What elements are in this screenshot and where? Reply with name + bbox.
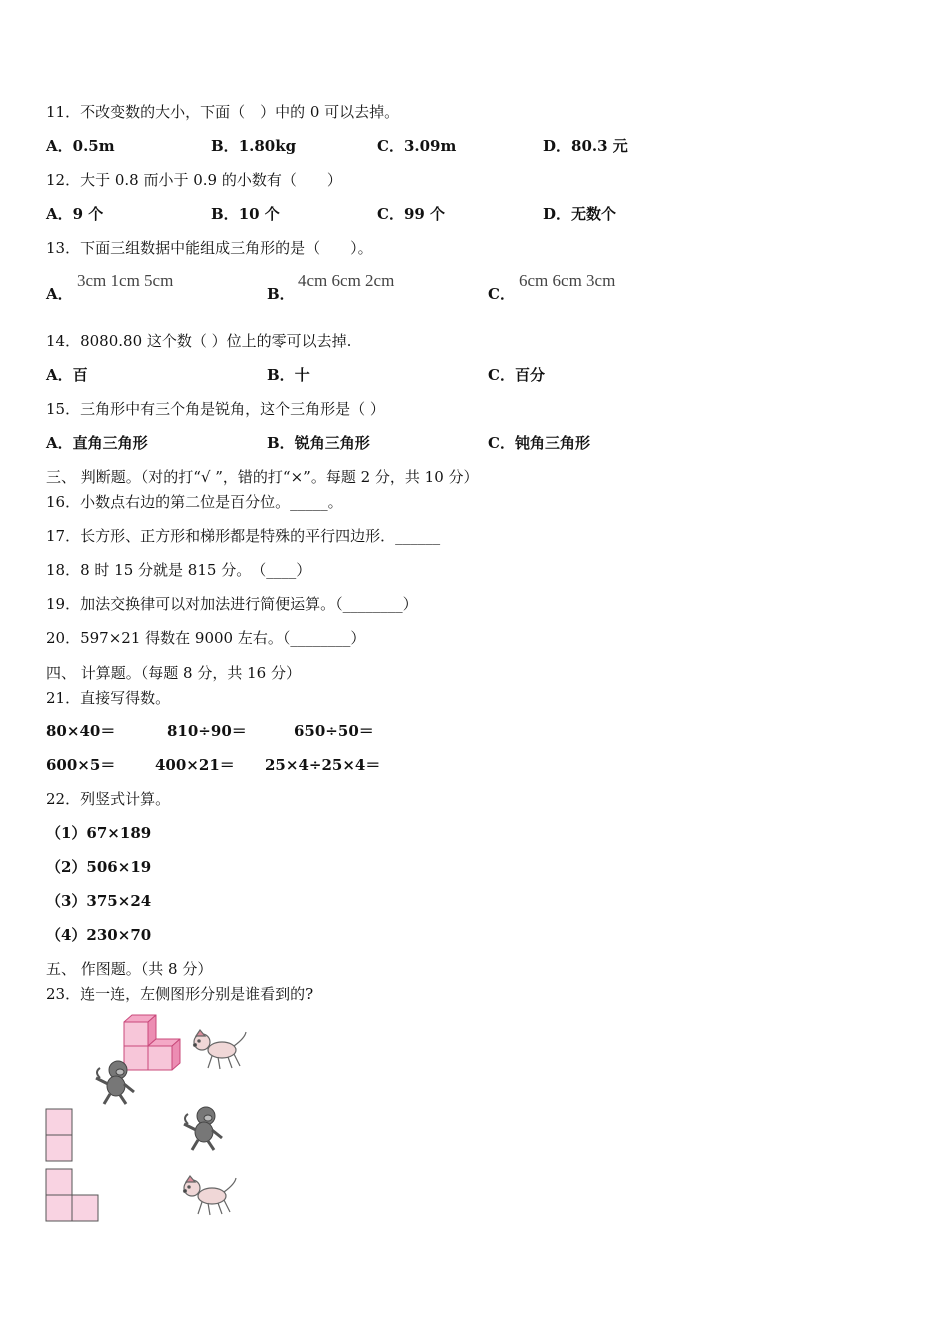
q13-option-b-label[interactable]: B． [267, 285, 295, 303]
q22-item-4: （4）230×70 [46, 926, 152, 944]
q21-stem: 21．直接写得数。 [46, 689, 171, 707]
q13-option-c-label[interactable]: C． [488, 285, 515, 303]
q11-stem: 11．不改变数的大小，下面（ ）中的 0 可以去掉。 [46, 103, 400, 121]
q11-option-b[interactable]: B．1.80kg [211, 137, 297, 155]
q14-option-b[interactable]: B．十 [267, 366, 310, 384]
monkey-icon [92, 1058, 138, 1106]
q14-stem: 14．8080.80 这个数（ ）位上的零可以去掉. [46, 332, 352, 350]
q14-option-a[interactable]: A．百 [46, 366, 88, 384]
q12-stem: 12．大于 0.8 而小于 0.9 的小数有（ ） [46, 171, 342, 189]
q18-stem: 18．8 时 15 分就是 815 分。 （____） [46, 561, 312, 579]
q13-option-a-label[interactable]: A． [46, 285, 73, 303]
q12-option-b[interactable]: B．10 个 [211, 205, 280, 223]
section-4-heading: 四、 计算题。（每题 8 分，共 16 分） [46, 664, 301, 682]
q20-stem: 20．597×21 得数在 9000 左右。（________） [46, 629, 366, 647]
q12-option-d[interactable]: D．无数个 [543, 205, 617, 223]
dog-icon-2 [180, 1174, 240, 1218]
q21-expr-4: 600×5＝ [46, 756, 116, 774]
q15-option-a[interactable]: A．直角三角形 [46, 434, 148, 452]
section-5-heading: 五、 作图题。（共 8 分） [46, 960, 213, 978]
q17-stem: 17．长方形、正方形和梯形都是特殊的平行四边形．______ [46, 527, 441, 545]
q13-option-a-value: 3cm 1cm 5cm [77, 271, 174, 290]
q21-expr-5: 400×21＝ [155, 756, 235, 774]
q22-item-1: （1）67×189 [46, 824, 152, 842]
q16-stem: 16．小数点右边的第二位是百分位。_____。 [46, 493, 343, 511]
q11-option-a[interactable]: A．0.5m [46, 137, 115, 155]
dog-icon [190, 1028, 250, 1072]
l-shape-squares-figure [45, 1168, 101, 1222]
q12-option-a[interactable]: A．9 个 [46, 205, 104, 223]
q13-option-b-value: 4cm 6cm 2cm [298, 271, 395, 290]
q23-stem: 23．连一连，左侧图形分别是谁看到的? [46, 985, 314, 1003]
section-3-heading: 三、 判断题。（对的打“√ ”，错的打“×”。每题 2 分，共 10 分） [46, 468, 479, 486]
q21-expr-3: 650÷50＝ [294, 722, 374, 740]
q22-item-2: （2）506×19 [46, 858, 152, 876]
q21-expr-6: 25×4÷25×4＝ [265, 756, 381, 774]
q11-option-c[interactable]: C．3.09m [377, 137, 457, 155]
q11-option-d[interactable]: D．80.3 元 [543, 137, 628, 155]
q15-option-b[interactable]: B．锐角三角形 [267, 434, 370, 452]
q12-option-c[interactable]: C．99 个 [377, 205, 446, 223]
q13-option-c-value: 6cm 6cm 3cm [519, 271, 616, 290]
q19-stem: 19．加法交换律可以对加法进行简便运算。（________） [46, 595, 418, 613]
q13-stem: 13．下面三组数据中能组成三角形的是（ ）。 [46, 239, 373, 257]
two-stack-squares-figure [45, 1108, 75, 1162]
q15-stem: 15．三角形中有三个角是锐角，这个三角形是（ ） [46, 400, 385, 418]
q15-option-c[interactable]: C．钝角三角形 [488, 434, 590, 452]
q22-item-3: （3）375×24 [46, 892, 152, 910]
monkey-icon-2 [180, 1104, 226, 1152]
q22-stem: 22．列竖式计算。 [46, 790, 171, 808]
q21-expr-2: 810÷90＝ [167, 722, 247, 740]
q14-option-c[interactable]: C．百分 [488, 366, 545, 384]
q21-expr-1: 80×40＝ [46, 722, 116, 740]
